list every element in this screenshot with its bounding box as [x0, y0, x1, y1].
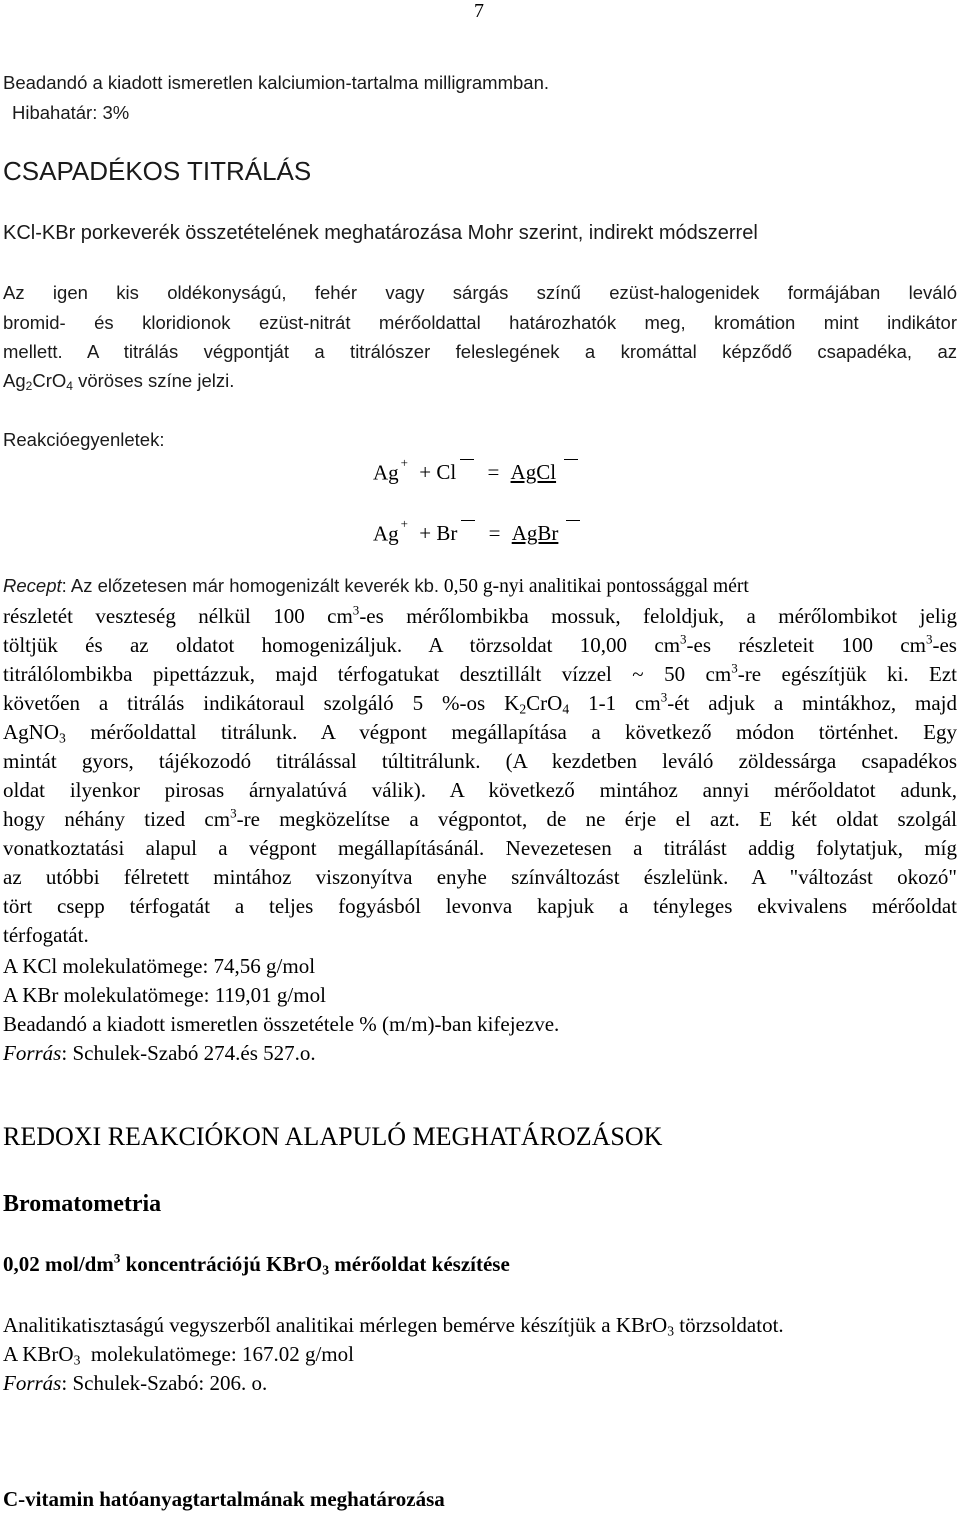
- page-number: 7: [474, 0, 484, 22]
- recipe-line-9: hogy néhány tized $cm^3-re$ megközelítse a végpontot, de ne érje el azt. E két oldat szolgál: [3, 805, 957, 831]
- subheading-bromatometry: Bromatometria: [3, 1191, 162, 1217]
- recipe-line-7: mintát gyors, tájékozodó titrálással túltitrálunk. (A kezdetben leváló zöldessárga csapadékos: [3, 749, 957, 773]
- recipe-line-2: részletét veszteség nélkül 100 $cm^3-es$ mérőlombikba mossuk, feloldjuk, a mérőlombikot jelig: [3, 602, 957, 628]
- description-line-4: $Ag_2CrO_4$ vöröses színe jelzi.: [3, 370, 235, 393]
- recipe-line-4: titrálólombikba pipettázzuk, majd térfogatukat desztillált vízzel ~ 50 $cm^3-re$ egészítjük ki. Ezt: [3, 660, 958, 686]
- kcl-molar-mass: A KCl molekulatömege: 74,56 g/mol: [3, 954, 316, 978]
- recipe-line-5: követően a titrálás indikátoraul szolgáló 5 %-os $K_2CrO_4$ 1-1 $cm^3-ét$ adjuk a mintákhoz, majd: [3, 689, 957, 717]
- description-line-3: mellett. A titrálás végpontját a titrálószer feleslegének a kromáttal képződő csapadéka, az: [3, 341, 957, 362]
- source-note-2: Forrás: Schulek-Szabó: 206. o.: [3, 1371, 268, 1395]
- recipe-label: Recept: [3, 575, 62, 596]
- description-line-1: Az igen kis oldékonyságú, fehér vagy sárgás színű ezüst-halogenidek formájában leváló: [3, 282, 957, 303]
- kbro3-preparation: Analitikatisztaságú vegyszerből analitikai mérlegen bemérve készítjük a KBrO$_3$ törzsoldatot.: [3, 1313, 784, 1339]
- recipe-line-10: vonatkoztatási alapul a végpont megállapításánál. Nevezetesen a titrálást addig folytatjuk, míg: [3, 836, 957, 860]
- topic-kbro3-solution: 0,02 mol/$dm^3$ koncentrációjú KBrO$_3$ mérőoldat készítése: [3, 1250, 510, 1278]
- recipe-line-13: térfogatát.: [3, 923, 89, 947]
- recipe-line-12: tört csepp térfogatát a teljes fogyásból levonva kapjuk a tényleges ekvivalens mérőoldat: [3, 894, 957, 918]
- reactions-label: Reakcióegyenletek:: [3, 429, 165, 450]
- recipe-line-1: Recept: Az előzetesen már homogenizált keverék kb. 0,50 g-nyi analitikai pontossággal mért: [3, 575, 749, 597]
- recipe-line-8: oldat ilyenkor pirosas árnyalatúvá válik). A következő mintához annyi mérőoldatot adunk,: [3, 778, 957, 802]
- section-heading-precipitation-titration: CSAPADÉKOS TITRÁLÁS: [3, 156, 312, 186]
- source-note-1: Forrás: Schulek-Szabó 274.és 527.o.: [3, 1041, 316, 1065]
- topic-vitamin-c: C-vitamin hatóanyagtartalmának meghatározása: [3, 1487, 445, 1511]
- kbro3-molar-mass: A KBrO$_3$ molekulatömege: 167.02 g/mol: [3, 1342, 354, 1368]
- recipe-line-3: töltjük és az oldatot homogenizáljuk. A törzsoldat 10,00 $cm^3-es$ részleteit 100 $cm^3-es$: [3, 631, 957, 657]
- reaction-equation-chloride: Ag + + Cl = AgCl: [373, 455, 578, 485]
- reaction-equation-bromide: Ag + + Br = AgBr: [373, 516, 580, 546]
- section-heading-redox: REDOXI REAKCIÓKON ALAPULÓ MEGHATÁROZÁSOK: [3, 1122, 663, 1151]
- submission-note: Beadandó a kiadott ismeretlen összetétele % (m/m)-ban kifejezve.: [3, 1012, 560, 1036]
- intro-line-1: Beadandó a kiadott ismeretlen kalciumion-tartalma milligrammban.: [3, 72, 549, 93]
- recipe-line-11: az utóbbi félretett mintához viszonyítva enyhe színváltozást észlelünk. A "változást okozó": [3, 865, 957, 889]
- description-line-2: bromid- és kloridionok ezüst-nitrát mérőoldattal határozhatók meg, kromátion mint indikátor: [3, 312, 957, 333]
- intro-error-tolerance: Hibahatár: 3%: [12, 102, 130, 123]
- subheading-kcl-kbr: KCl-KBr porkeverék összetételének meghatározása Mohr szerint, indirekt módszerrel: [3, 222, 758, 244]
- kbr-molar-mass: A KBr molekulatömege: 119,01 g/mol: [3, 983, 326, 1007]
- recipe-line-6: AgNO$_3$ mérőoldattal titrálunk. A végpont megállapítása a következő módon történhet. Egy: [3, 720, 957, 746]
